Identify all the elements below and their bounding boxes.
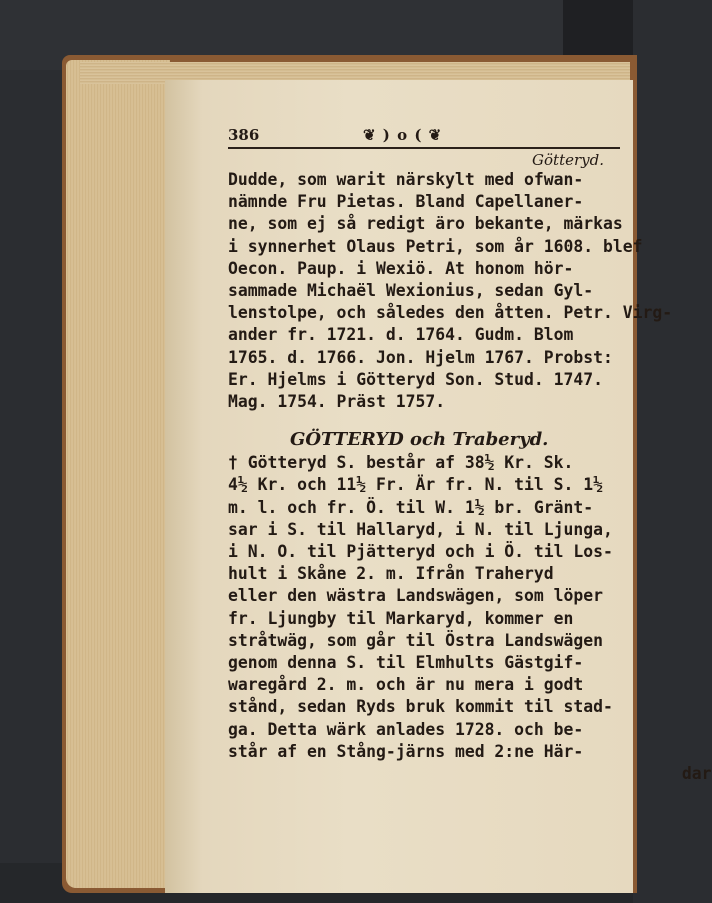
page-header — [228, 126, 620, 150]
paragraph-1: Dudde, som warit närskylt med ofwan- nämnde Fru Pietas. Bland Capellaner- ne, som ej så redigt äro bekante, märkas i synnerhet Olaus Petri, som år 1608. Oecon. Paup. i Wexiö. At honom hör- sammade Michaël Wexionius, sedan Gyl- lenstolpe, och således den åtten. Petr. Virg- ander fr. 1721. d. 1764. Gudm. Blom 1765. d. 1766. Jon. Hjelm 1767. Probst: Er. Hjelms i Götteryd Son. Stud. 1747. Mag. 1754. Präst 1757. — [228, 170, 673, 412]
running-head: Götteryd. — [532, 151, 604, 169]
book-fore-edge — [66, 60, 170, 888]
header-ornament: ❦ ) o ( ❦ — [363, 126, 443, 144]
header-rule — [228, 147, 620, 149]
section-heading: GÖTTERYD och Traberyd. — [290, 429, 549, 451]
page-number: 386 — [228, 126, 260, 144]
page-content — [228, 126, 712, 785]
paragraph-2: † Götteryd S. består af 38½ Kr. Sk. 4½ Kr. och 11½ Fr. Är fr. N. til S. 1½ m. l. och fr. Ö. til W. 1½ br. Gränt- sar i S. til Hallaryd, i N. til Ljunga, i N. O. til Pjätteryd och i Ö. til Los- hult i Skåne 2. m. Ifrån Traheryd eller den wästra Landswägen, som löper fr. Ljungby til Markaryd, kommer en stråtwäg, som går til Östra Landswägen genom denna S. til Elmhults Gästgif- waregård 2. m. och är nu mera i godt stånd, sedan Ryds bruk kommit til stad- ga. Detta wärk anlades 1728. och be- står af en Stång-järns med 2:ne Här- dar — [228, 453, 712, 784]
